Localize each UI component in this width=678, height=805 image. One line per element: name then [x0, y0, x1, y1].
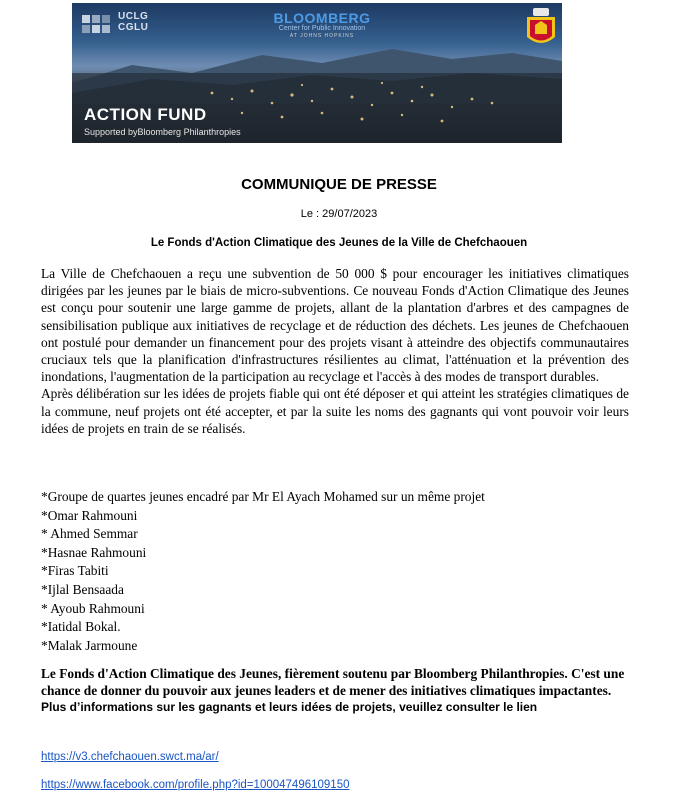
city-crest-icon — [524, 7, 558, 51]
winners-list — [41, 488, 629, 655]
action-fund-title: ACTION FUND — [84, 105, 207, 124]
list-item: *Iatidal Bokal. — [41, 619, 121, 635]
list-item: *Firas Tabiti — [41, 563, 109, 579]
list-item: *Groupe de quartes jeunes encadré par Mr El Ayach Mohamed sur un même projet — [41, 489, 485, 504]
page-title: COMMUNIQUE DE PRESSE — [241, 176, 437, 193]
press-date: Le : 29/07/2023 — [300, 208, 378, 220]
list-item: * Ayoub Rahmouni — [41, 600, 145, 616]
bloomberg-logo — [262, 11, 382, 40]
list-item: *Hasnae Rahmouni — [41, 544, 147, 560]
body-paragraph-2: Après délibération sur les idées de projets fiable qui ont été déposer et qui atteint les stratégies climatiques de la commune, neuf projets ont été accepter, et par la suite les noms des gagnants qui vont pouvoir voir leurs idées de projets en train de se réalisés. — [41, 386, 629, 436]
banner-image — [72, 3, 562, 143]
uclg-logo-text: UCLG CGLU — [118, 11, 149, 33]
closing-line-1: Le Fonds d'Action Climatique des Jeunes, fièrement soutenu par Bloomberg Philanthropies. C'est une chance de donner du pouvoir aux jeunes leaders et de mener des initiatives climatiques impactantes. — [41, 666, 625, 699]
bloomberg-subtitle-2: AT JOHNS HOPKINS — [289, 33, 355, 39]
body-paragraph-1: La Ville de Chefchaouen a reçu une subvention de 50 000 $ pour encourager les initiatives climatiques dirigées par les jeunes par le biais de micro-subventions. Ce nouveau Fonds d'Action Climatique des Jeunes est conçu pour soutenir une large gamme de projets, allant de la plantation d'arbres et des campagnes de sensibilisation publique aux initiatives de recyclage et de réduction des déchets. Les jeunes de Chefchaouen ont postulé pour demander un financement pour des projets visant à atteindre des objectifs communautaires cruciaux tels que la planification d'infrastructures résilientes au climat, l'atténuation et la prévention des inondations, l'augmentation de la participation au recyclage et l'accès à des modes de transport durables. — [41, 266, 629, 385]
bloomberg-subtitle: Center for Public Innovation — [278, 25, 366, 32]
press-subtitle: Le Fonds d'Action Climatique des Jeunes de la Ville de Chefchaouen — [150, 237, 528, 249]
list-item: * Ahmed Semmar — [41, 526, 138, 542]
list-item: *Omar Rahmouni — [41, 507, 138, 523]
closing-statement — [41, 665, 631, 717]
facebook-link[interactable]: https://www.facebook.com/profile.php?id=100047496109150 — [41, 779, 350, 791]
press-body — [41, 265, 629, 437]
bloomberg-name: BLOOMBERG — [273, 10, 371, 26]
list-item: *Malak Jarmoune — [41, 637, 138, 653]
action-fund-subtitle: Supported byBloomberg Philanthropies — [84, 127, 241, 137]
list-item: *Ijlal Bensaada — [41, 581, 124, 597]
closing-line-2: Plus d’informations sur les gagnants et leurs idées de projets, veuillez consulter le lien — [41, 700, 538, 715]
website-link[interactable]: https://v3.chefchaouen.swct.ma/ar/ — [41, 751, 219, 763]
